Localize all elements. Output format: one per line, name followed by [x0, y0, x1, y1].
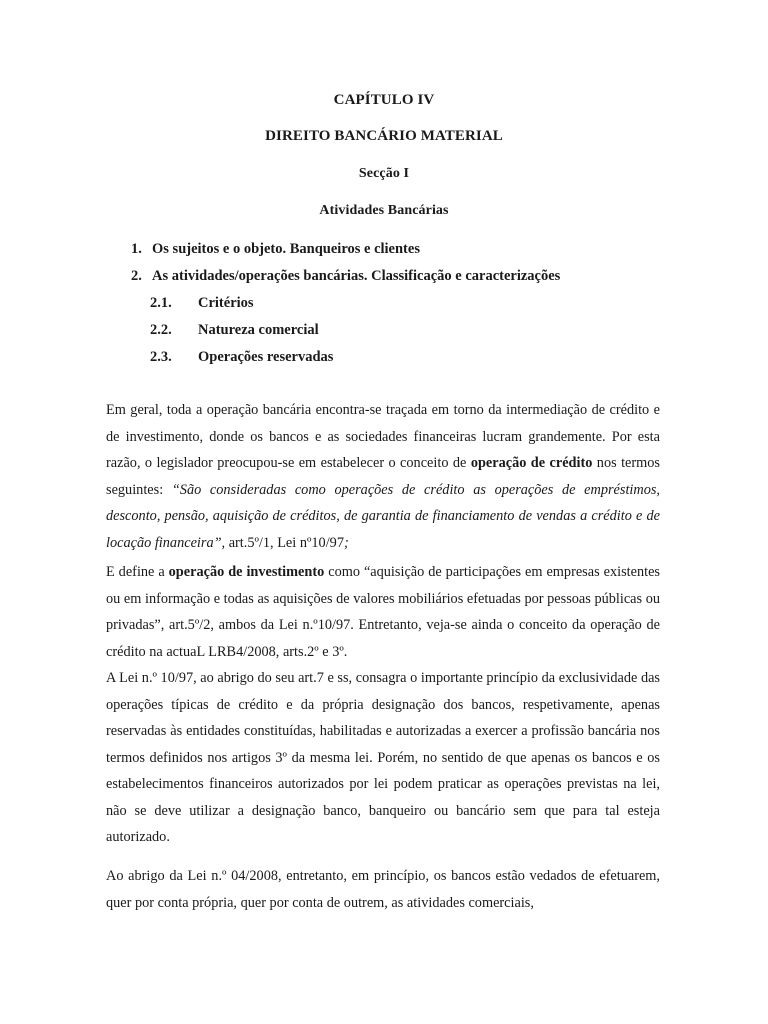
- outline-item-text: Critérios: [198, 295, 254, 311]
- outline-list: [131, 240, 691, 375]
- paragraph-text: A Lei n.º 10/97, ao abrigo do seu art.7 e ss, consagra o importante princípio da exclusividade das operações típicas de crédito e da própria designação dos bancos, respetivamente, apenas reservadas às entidades constituídas, habilitadas e autorizadas a exercer a profissão bancária nos termos definidos nos artigos 3º da mesma lei. Porém, no sentido de que apenas os bancos e os estabelecimentos financeiros autorizados por lei podem praticar as operações previstas na lei, não se deve utilizar a designação banco, banqueiro ou bancário sem que para tal esteja autorizado.: [106, 670, 660, 845]
- outline-item-number: 1.: [131, 241, 142, 257]
- outline-item-text: Natureza comercial: [198, 322, 319, 338]
- paragraph-commercial-activities: [106, 863, 660, 916]
- paragraph-text: Em geral, toda a operação bancária encontra-se traçada em torno da intermediação de crédito e de investimento, donde os bancos e as sociedades financeiras lucram grandemente. Por esta razão, o legislador preocupou-se em estabelecer o conceito de: [106, 402, 660, 471]
- outline-item: [131, 240, 691, 267]
- outline-subitem: [131, 294, 691, 321]
- bold-term: operação de investimento: [168, 564, 325, 580]
- paragraph-credit-operation: [106, 397, 660, 556]
- outline-subitem: [131, 348, 691, 375]
- bold-term: operação de crédito: [470, 455, 593, 471]
- outline-item-number: 2.3.: [150, 349, 172, 365]
- section-heading: Secção I: [358, 166, 410, 181]
- outline-item-number: 2.1.: [150, 295, 172, 311]
- paragraph-text: E define a: [106, 564, 169, 580]
- paragraph-text: como “aquisição de participações em empresas existentes ou em informação e todas as aquisições de valores mobiliários efetuadas por pessoas públicas ou privadas”, art.5º/2, ambos da Lei n.º10/97. Entretanto, veja-se ainda o conceito da operação de crédito na actuaL LRB4/2008, arts.2º e 3º.: [106, 564, 660, 660]
- outline-item: [131, 267, 691, 294]
- outline-subitem: [131, 321, 691, 348]
- italic-punctuation: ;: [343, 534, 349, 551]
- chapter-title: DIREITO BANCÁRIO MATERIAL: [265, 128, 503, 144]
- outline-item-text: Operações reservadas: [198, 349, 334, 365]
- outline-item-text: Os sujeitos e o objeto. Banqueiros e clientes: [152, 241, 420, 257]
- chapter-heading: CAPÍTULO IV: [333, 92, 435, 108]
- paragraph-exclusivity-principle: [106, 665, 660, 851]
- outline-item-number: 2.: [131, 268, 142, 284]
- outline-item-number: 2.2.: [150, 322, 172, 338]
- paragraph-investment-operation: [106, 559, 660, 665]
- paragraph-text: Ao abrigo da Lei n.º 04/2008, entretanto, em princípio, os bancos estão vedados de efetuarem, quer por conta própria, quer por conta de outrem, as atividades comerciais,: [106, 868, 660, 911]
- paragraph-text: art.5º/1, Lei nº10/97: [225, 534, 344, 551]
- italic-quote: “São consideradas como operações de crédito as operações de empréstimos, desconto, pensão, aquisição de créditos, de garantia de financiamento de vendas a crédito e de locação financeira”,: [106, 481, 660, 551]
- subsection-heading: Atividades Bancárias: [319, 203, 449, 218]
- outline-item-text: As atividades/operações bancárias. Classificação e caracterizações: [152, 268, 561, 284]
- paragraph-text: nos termos seguintes:: [106, 455, 660, 498]
